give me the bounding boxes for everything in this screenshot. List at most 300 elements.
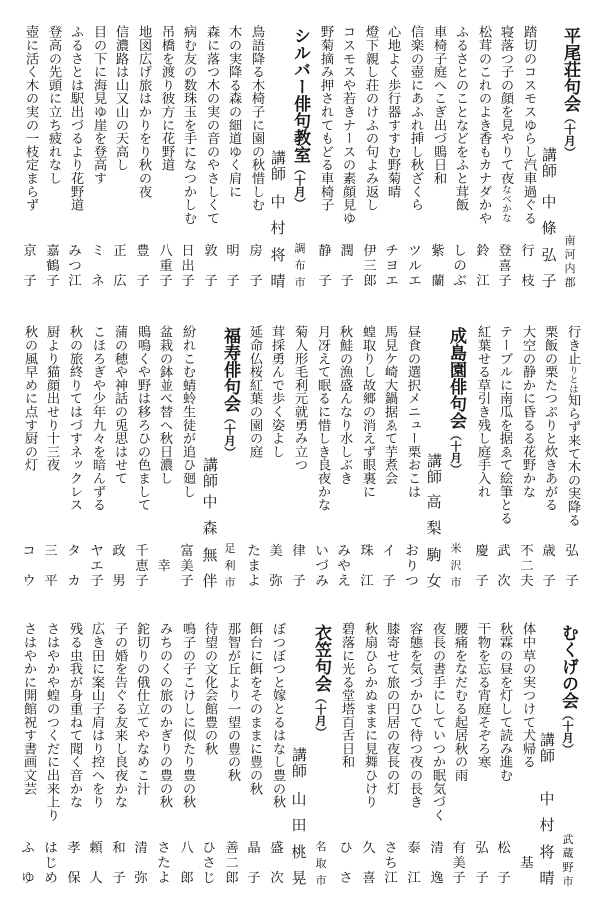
haiku-author [494,842,514,886]
haiku-text: こほろぎや少年九々を暗んずる [90,325,105,512]
name-char: つ [68,259,82,274]
haiku-text: 松茸のこれのよき香もカナダかや [476,25,491,225]
haiku-author [494,545,514,589]
name-char: 千 [135,544,149,559]
name-char: 次 [270,871,284,886]
haiku-column [222,622,242,894]
name-char: 弥 [269,574,283,589]
name-char: 江 [407,871,421,886]
name-char: 晴 [270,271,286,290]
name-char: 登 [498,244,512,259]
group-header-mukuge [557,622,579,894]
haiku-author [517,842,537,886]
haiku-text: 夜長の書手にしていつか眠気づく [430,622,445,822]
name-char: 條 [541,219,557,238]
name-char: 枝 [521,274,535,289]
group-month: （十月） [563,112,577,158]
name-char: 郎 [363,274,377,289]
name-char: タ [67,544,81,559]
haiku-author [244,545,264,589]
lecturer-column [537,622,557,894]
haiku-column [64,622,84,894]
name-char: 美 [452,856,466,871]
haiku-author [359,842,379,886]
name-char: 内 [564,262,576,275]
name-char: 子 [159,274,173,289]
haiku-text: 燈下親し荘のけふの句よみ返し [363,25,378,212]
haiku-author [518,245,538,289]
name-char: 伊 [363,244,377,259]
name-char: 蘭 [431,274,445,289]
haiku-column [337,25,357,297]
haiku-column [132,325,152,597]
group-title-line [219,327,241,458]
group-location [449,543,463,589]
haiku-author [517,545,537,589]
name-char: 善 [225,841,239,856]
group-location [563,235,577,289]
haiku-author [334,545,354,589]
name-char: 郎 [180,871,194,886]
group-month: （十月） [449,429,463,475]
haiku-author [199,842,219,886]
name-char: 利 [224,559,236,572]
haiku-text: 昼食の選択メニュー栗おこは [405,325,420,498]
haiku-text: 延命仏桜紅葉の園の庭 [247,325,262,458]
haiku-text: 膝寄せて旅の円居の夜長の灯 [384,622,399,795]
lecturer-name [200,495,220,589]
haiku-text: ふるさとは駅出づるより花野道 [68,25,83,212]
lecturer-column [289,622,309,894]
name-char: の [453,259,467,274]
haiku-author [131,842,151,886]
haiku-column [494,622,514,894]
haiku-column [65,25,85,297]
haiku-text: 餌台に餌をそのままに豊の秋 [247,622,262,795]
name-char: 子 [565,574,579,589]
name-char: み [315,574,329,589]
band-top [0,25,600,297]
haiku-author [154,842,174,886]
group-title: 福寿俳句会 [220,327,240,412]
haiku-column [41,622,61,894]
haiku-text-main: 知らず来て木の実降る [565,393,580,527]
name-char: 子 [340,274,354,289]
haiku-text: 鉈切りの俄仕立てやなめこ汁 [134,622,149,795]
name-char: 山 [291,790,307,808]
haiku-author [428,245,448,289]
lecturer-column [424,325,444,597]
group-title-line [557,624,579,755]
name-char: み [337,544,351,559]
name-char: ふ [21,841,35,856]
haiku-column [379,325,399,597]
name-char: 郎 [225,871,239,886]
haiku-text: 地図広げ旅はかりをり秋の夜 [136,25,151,198]
lecturer-name [537,792,557,886]
name-char: 出 [181,259,195,274]
haiku-author [404,842,424,886]
haiku-column [404,622,424,894]
name-char: 市 [562,875,574,888]
name-char: 静 [318,244,332,259]
name-char: 市 [315,874,327,887]
haiku-column [178,25,198,297]
name-char: た [247,544,261,559]
name-char: し [453,244,467,259]
haiku-text: 蝗取りし故郷の消えず眼裏に [360,325,375,498]
name-char: 男 [112,574,126,589]
haiku-author [133,245,153,289]
name-char: 平 [44,574,58,589]
haiku-text: 残る虫我が身重ねて聞く音かな [67,622,82,809]
haiku-column [518,25,538,297]
haiku-author [427,842,447,886]
haiku-text: 鳥語降る木椅子に園の秋惜しむ [249,25,264,212]
haiku-column [246,25,266,297]
name-char: 敦 [204,244,218,259]
name-char: 喜 [498,259,512,274]
name-char: 村 [539,816,555,835]
haiku-author [449,842,469,886]
group-header-hiraoso [559,25,581,297]
group-header-silver [289,25,311,297]
haiku-author [177,545,197,589]
name-char: 子 [247,871,261,886]
haiku-column [450,25,470,297]
name-char: 市 [450,576,462,589]
haiku-author [20,245,40,289]
lecturer-column [200,325,220,597]
lecturer-name [539,195,559,289]
haiku-column [177,622,197,894]
name-char: ル [408,259,422,274]
name-char: ひ [339,841,353,856]
name-char: 子 [249,274,263,289]
name-char: さ [157,841,171,856]
name-char: 子 [475,871,489,886]
name-char: 将 [270,245,286,264]
name-char: た [157,856,171,871]
lecturer-label: 講師 [201,457,219,489]
haiku-column [382,25,402,297]
haiku-column [562,325,582,597]
haiku-author [41,545,61,589]
name-char: 嘉 [46,244,60,259]
lecturer-label: 講師 [425,453,443,485]
haiku-text: ぼつぼつと嫁とるはなし豊の秋 [270,622,285,809]
name-char: 子 [181,274,195,289]
haiku-author [41,842,61,886]
haiku-text: 月冴えて眠るに惜しき良夜かな [315,325,330,512]
group-location [314,841,328,887]
haiku-author [472,842,492,886]
name-char: 江 [476,274,490,289]
name-char: み [68,244,82,259]
haiku-text-small: りとは [567,364,578,394]
haiku-column [381,622,401,894]
name-char: 高 [426,493,442,511]
name-char: 清 [134,841,148,856]
haiku-author [88,245,108,289]
name-char: 歳 [542,544,556,559]
name-char: さ [202,856,216,871]
haiku-column [495,25,515,297]
name-char: 梨 [426,519,442,538]
haiku-text: 紅葉せる草引き残し庭手入れ [475,325,490,498]
lecturer-name [268,195,288,289]
name-char: 慶 [475,544,489,559]
haiku-text: 鵙鳴くや野は移ろひの色まして [135,325,150,512]
name-char: エ [408,274,422,289]
name-char: 村 [270,219,286,238]
name-char: 江 [360,574,374,589]
name-char: 伴 [202,571,218,590]
name-char: ヨ [385,259,399,274]
haiku-column [315,25,335,297]
name-char: 基 [520,856,534,871]
name-char: 桃 [291,842,307,861]
haiku-text: 栗飯の栗たつぷりと炊きあがる [542,325,557,512]
name-char: 鶴 [46,259,60,274]
name-char: 頼 [89,841,103,856]
name-char: 広 [113,274,127,289]
name-char: 弘 [541,245,557,264]
haiku-text: 干物を忘る宵庭そぞろ寒 [475,622,490,769]
name-char: 子 [226,274,240,289]
haiku-text-small: なべかな [500,184,511,223]
name-char: ツ [408,244,422,259]
haiku-text: 腰痛をなだむる起居秋の雨 [452,622,467,782]
haiku-author [110,245,130,289]
haiku-column [472,622,492,894]
haiku-author [156,245,176,289]
lecturer-label: 講師 [290,747,308,779]
haiku-author [109,545,129,589]
lecturer-label: 講師 [269,150,287,182]
name-char: 京 [23,244,37,259]
name-char: 武 [497,544,511,559]
haiku-column [244,325,264,597]
name-char: 市 [294,276,306,289]
name-char: や [337,559,351,574]
haiku-author [360,245,380,289]
name-char: 田 [291,816,307,835]
haiku-author [495,245,515,289]
haiku-text: テーブルに南瓜を据ゑて絵筆とる [497,325,512,525]
name-char: 逸 [430,871,444,886]
name-char: 子 [204,274,218,289]
group-month: （十月） [314,692,328,738]
haiku-author [472,545,492,589]
name-char: 三 [44,544,58,559]
name-char: え [337,574,351,589]
haiku-author [109,842,129,886]
haiku-column [449,622,469,894]
haiku-column [177,325,197,597]
lecturer-label: 講師 [538,732,556,764]
name-char: じ [44,856,58,871]
haiku-text: 森に落つ木の実の音のやさしくて [204,25,219,225]
name-char: 女 [426,571,442,590]
haiku-author [289,545,309,589]
haiku-text: 子の婚を告ぐる友来し良夜かな [112,622,127,809]
name-char: コ [22,544,36,559]
haiku-text-main: 行き止 [565,325,580,365]
band-middle [0,325,600,597]
haiku-author [266,545,286,589]
group-month: （十月） [223,412,237,458]
haiku-column [494,325,514,597]
haiku-author [246,245,266,289]
name-char: じ [202,871,216,886]
haiku-text: 碧落に光る堂塔百舌日和 [339,622,354,769]
name-char: 二 [225,856,239,871]
name-char: イ [382,544,396,559]
lecturer-column [539,25,559,297]
name-char: 政 [112,544,126,559]
haiku-author [201,245,221,289]
group-location [223,543,237,589]
haiku-text: 信濃路は山又山の天高し [113,25,128,172]
haiku-text [495,25,515,223]
haiku-text: 信楽の壺にあふれ挿し秋ざくら [408,25,423,212]
group-title: 成島園俳句会 [446,327,466,429]
lecturer-name [289,792,309,886]
name-char: 保 [67,871,81,886]
name-char: ミ [91,244,105,259]
group-header-kinugasa [310,622,332,894]
name-char: 清 [430,841,444,856]
haiku-author [312,545,332,589]
name-char: 市 [224,576,236,589]
name-char: 中 [539,790,555,808]
name-char: ま [247,559,261,574]
haiku-column [41,325,61,597]
haiku-text: 容態を気づかひて待つ夜の長き [407,622,422,809]
haiku-column [428,25,448,297]
group-title-line [445,327,467,475]
name-char: 珠 [360,544,374,559]
haiku-author [222,842,242,886]
haiku-text: 大空の静かに昏るる花野かな [520,325,535,498]
haiku-column [110,25,130,297]
name-char: 子 [292,574,306,589]
name-char: 無 [202,545,218,564]
name-char: 盛 [270,841,284,856]
name-char: 中 [541,193,557,211]
name-char: づ [315,559,329,574]
name-char: カ [67,574,81,589]
haiku-text: 秋の風早めに点す厨の灯 [22,325,37,472]
name-char: 行 [521,244,535,259]
haiku-column [336,622,356,894]
haiku-column [109,325,129,597]
haiku-text: 秋扇ひらかぬままに見舞ひけり [362,622,377,809]
haiku-text: 待望の文化会館豊の秋 [202,622,217,755]
haiku-column [223,25,243,297]
group-title-line [289,27,311,209]
name-char: 明 [226,244,240,259]
name-char: よ [247,574,261,589]
haiku-text: 紛れこむ蜻蛉生徒が追ひ廻し [180,325,195,498]
name-char: 美 [269,544,283,559]
name-char: は [44,841,58,856]
name-char: 郡 [564,276,576,289]
haiku-column [18,622,38,894]
haiku-column [43,25,63,297]
haiku-text: 菊人形毛利元就勇み立つ [292,325,307,472]
name-char: 蔵 [562,847,574,860]
name-char: さ [384,841,398,856]
name-char: 子 [382,574,396,589]
group-month: （十月） [293,163,307,209]
haiku-text: みちのくの旅のかぎりの豊の秋 [157,622,172,809]
name-char: 子 [541,271,557,290]
group-title: シルバー俳句教室 [290,27,310,163]
haiku-column [472,325,492,597]
lecturer-name [424,495,444,589]
haiku-text: 茸採勇んで歩く姿よし [269,325,284,458]
name-char: 和 [112,841,126,856]
name-char: 紫 [431,244,445,259]
group-location [561,834,575,888]
name-char: 二 [520,559,534,574]
haiku-author [132,545,152,589]
haiku-column [267,622,287,894]
name-char: 喜 [362,871,376,886]
haiku-column [64,325,84,597]
name-char: 子 [23,274,37,289]
haiku-author [539,545,559,589]
name-char: 重 [159,259,173,274]
name-char: 河 [564,248,576,261]
haiku-text: 那智が丘より一望の豊の秋 [225,622,240,782]
haiku-text-main: 寝落つ子の顔を見やりて夜 [498,25,513,185]
haiku-column [405,25,425,297]
haiku-text: コスモスや若きナースの素顔見ゆ [340,25,355,225]
haiku-column [88,25,108,297]
name-char: 恵 [135,559,149,574]
name-char: 晶 [247,841,261,856]
haiku-author [177,842,197,886]
haiku-text: 盆栽の鉢並べ替へ秋日濃し [157,325,172,485]
name-char: 八 [159,244,173,259]
haiku-author [64,545,84,589]
haiku-text: ふるさとのことなどをふと茸飯 [453,25,468,212]
haiku-text: 秋の旅終りてはづすネックレス [67,325,82,512]
name-char: ち [384,856,398,871]
haiku-text: 鳴子の子こけしに似たり豊の秋 [180,622,195,809]
name-char: 久 [362,841,376,856]
name-char: エ [90,559,104,574]
haiku-column [201,25,221,297]
haiku-text: 登高の先頭に立ち疲れなし [46,25,61,185]
haiku-author [244,842,264,886]
name-char: 子 [135,574,149,589]
name-char: 江 [384,871,398,886]
haiku-author [381,842,401,886]
haiku-column [156,25,176,297]
haiku-column [360,25,380,297]
haiku-column [289,325,309,597]
haiku-author [337,245,357,289]
haiku-text: 野菊摘み押されてもどる車椅子 [318,25,333,212]
name-char: 南 [564,234,576,247]
group-month: （十月） [561,709,575,755]
haiku-author [315,245,335,289]
name-char: 幸 [157,559,171,574]
